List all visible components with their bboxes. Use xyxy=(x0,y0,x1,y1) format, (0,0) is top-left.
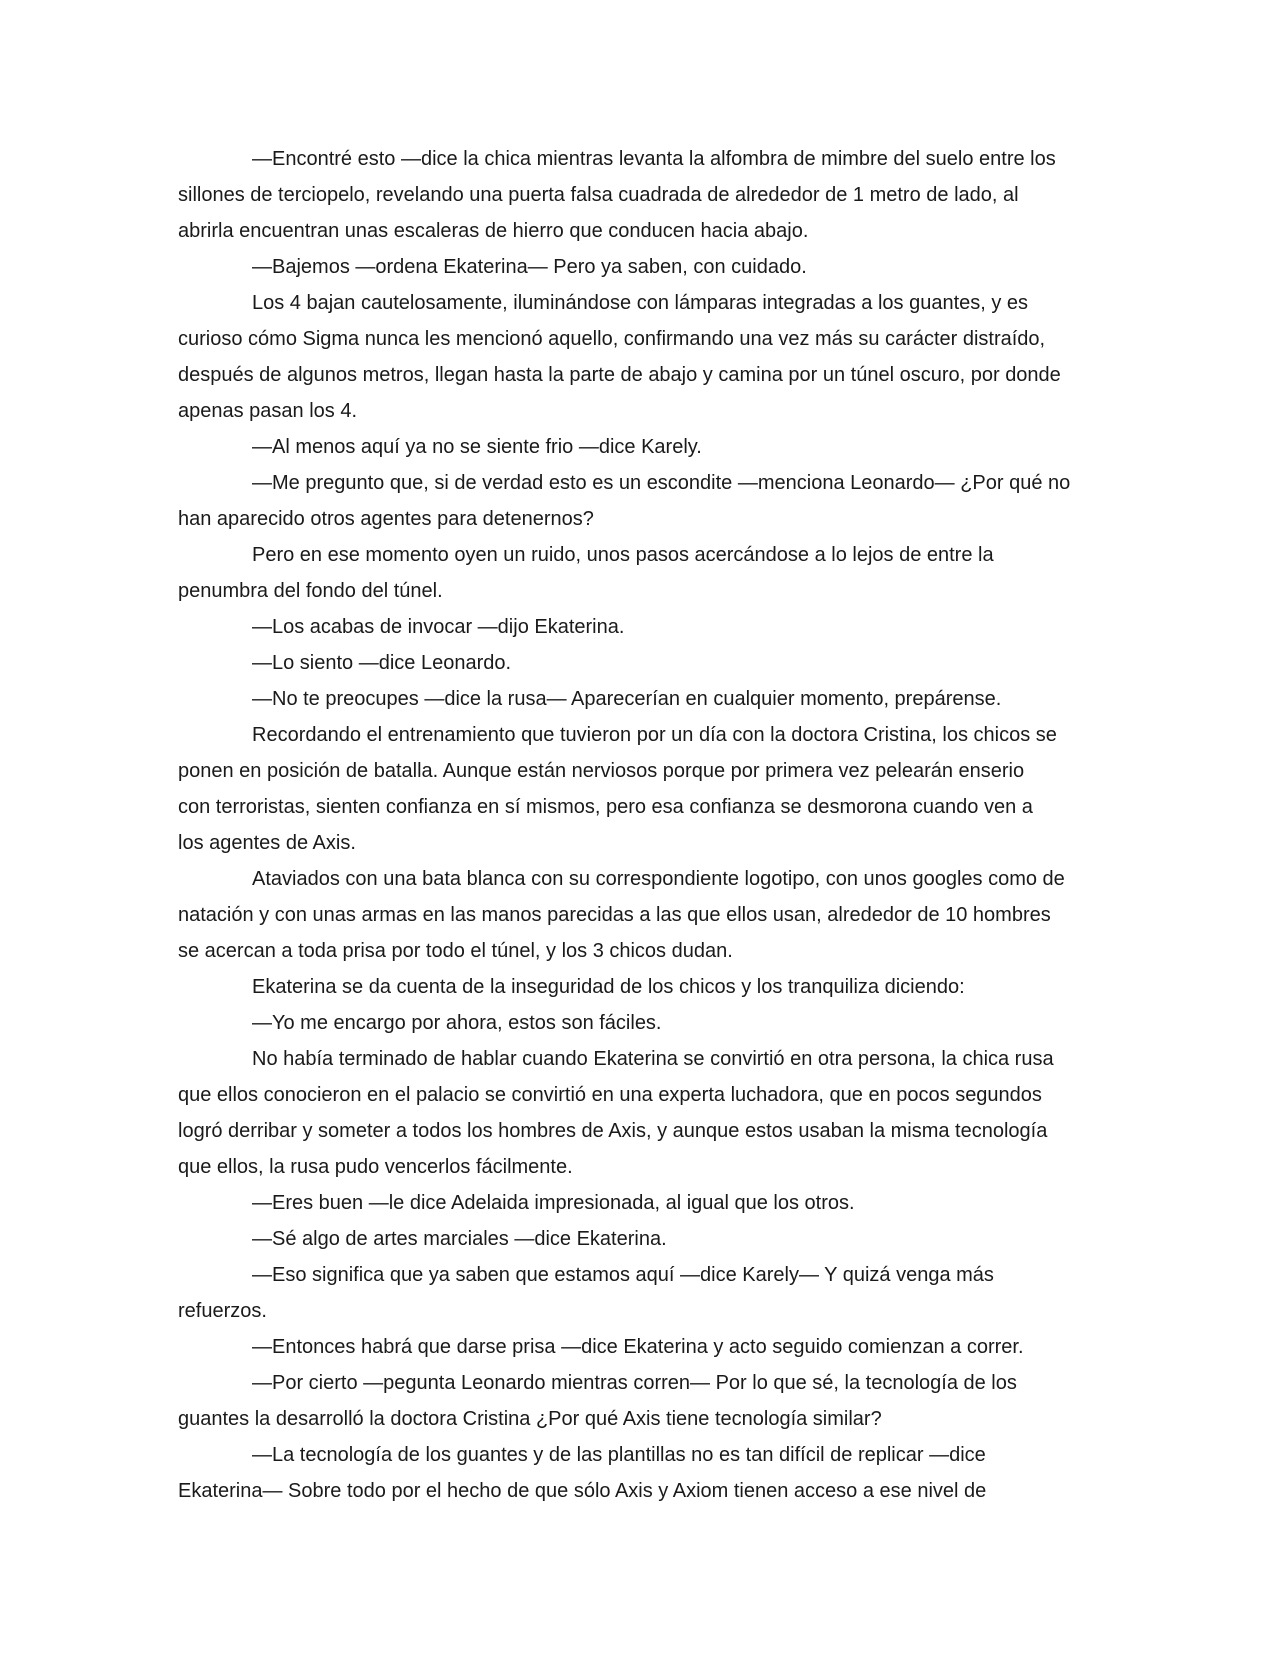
text-line: que ellos conocieron en el palacio se convirtió en una experta luchadora, que en pocos segundos xyxy=(178,1084,1042,1106)
text-line: —Sé algo de artes marciales —dice Ekaterina. xyxy=(252,1228,667,1250)
paragraph xyxy=(178,141,1108,249)
text-line: después de algunos metros, llegan hasta la parte de abajo y camina por un túnel oscuro, por donde xyxy=(178,364,1061,386)
text-line: —Eso significa que ya saben que estamos aquí —dice Karely— Y quizá venga más xyxy=(252,1264,994,1286)
text-line: ponen en posición de batalla. Aunque están nerviosos porque por primera vez pelearán enserio xyxy=(178,760,1025,782)
text-line: logró derribar y someter a todos los hombres de Axis, y aunque estos usaban la misma tecnología xyxy=(178,1120,1048,1142)
paragraph xyxy=(178,1221,1108,1257)
paragraph xyxy=(178,1437,1108,1509)
paragraph xyxy=(178,1257,1108,1329)
paragraph xyxy=(178,249,1108,285)
text-line: —Bajemos —ordena Ekaterina— Pero ya saben, con cuidado. xyxy=(252,256,807,278)
paragraph xyxy=(178,861,1108,969)
text-line: con terroristas, sienten confianza en sí mismos, pero esa confianza se desmorona cuando ven a xyxy=(178,796,1033,818)
text-line: —Entonces habrá que darse prisa —dice Ekaterina y acto seguido comienzan a correr. xyxy=(252,1336,1024,1358)
text-line: que ellos, la rusa pudo vencerlos fácilmente. xyxy=(178,1156,573,1178)
paragraph xyxy=(178,1329,1108,1365)
paragraph xyxy=(178,285,1108,429)
text-line: —Eres buen —le dice Adelaida impresionada, al igual que los otros. xyxy=(252,1192,855,1214)
text-line: los agentes de Axis. xyxy=(178,832,356,854)
text-line: Los 4 bajan cautelosamente, iluminándose con lámparas integradas a los guantes, y es xyxy=(252,292,1029,314)
text-line: sillones de terciopelo, revelando una puerta falsa cuadrada de alrededor de 1 metro de lado, al xyxy=(178,184,1019,206)
text-line: penumbra del fondo del túnel. xyxy=(178,580,443,602)
paragraph xyxy=(178,645,1108,681)
paragraph xyxy=(178,681,1108,717)
text-line: —Los acabas de invocar —dijo Ekaterina. xyxy=(252,616,625,638)
body-text xyxy=(178,141,1108,1509)
text-line: abrirla encuentran unas escaleras de hierro que conducen hacia abajo. xyxy=(178,220,809,242)
text-line: —Me pregunto que, si de verdad esto es un escondite —menciona Leonardo— ¿Por qué no xyxy=(252,472,1071,494)
paragraph xyxy=(178,429,1108,465)
text-line: Ekaterina— Sobre todo por el hecho de que sólo Axis y Axiom tienen acceso a ese nivel de xyxy=(178,1480,987,1502)
paragraph xyxy=(178,1041,1108,1185)
paragraph xyxy=(178,537,1108,609)
text-line: —Encontré esto —dice la chica mientras levanta la alfombra de mimbre del suelo entre los xyxy=(252,148,1056,170)
text-line: han aparecido otros agentes para detenernos? xyxy=(178,508,594,530)
text-line: se acercan a toda prisa por todo el túnel, y los 3 chicos dudan. xyxy=(178,940,733,962)
text-line: curioso cómo Sigma nunca les mencionó aquello, confirmando una vez más su carácter distraído, xyxy=(178,328,1046,350)
text-line: Pero en ese momento oyen un ruido, unos pasos acercándose a lo lejos de entre la xyxy=(252,544,994,566)
text-line: —Lo siento —dice Leonardo. xyxy=(252,652,512,674)
text-line: —Al menos aquí ya no se siente frio —dice Karely. xyxy=(252,436,702,458)
text-line: —No te preocupes —dice la rusa— Aparecerían en cualquier momento, prepárense. xyxy=(252,688,1002,710)
text-line: Recordando el entrenamiento que tuvieron por un día con la doctora Cristina, los chicos se xyxy=(252,724,1057,746)
text-line: No había terminado de hablar cuando Ekaterina se convirtió en otra persona, la chica rusa xyxy=(252,1048,1054,1070)
text-line: Ekaterina se da cuenta de la inseguridad de los chicos y los tranquiliza diciendo: xyxy=(252,976,965,998)
text-line: —Yo me encargo por ahora, estos son fáciles. xyxy=(252,1012,662,1034)
text-line: —Por cierto —pegunta Leonardo mientras corren— Por lo que sé, la tecnología de los xyxy=(252,1372,1017,1394)
paragraph xyxy=(178,609,1108,645)
text-line: natación y con unas armas en las manos parecidas a las que ellos usan, alrededor de 10 hombres xyxy=(178,904,1051,926)
paragraph xyxy=(178,1185,1108,1221)
text-line: —La tecnología de los guantes y de las plantillas no es tan difícil de replicar —dice xyxy=(252,1444,986,1466)
text-line: apenas pasan los 4. xyxy=(178,400,358,422)
paragraph xyxy=(178,1005,1108,1041)
paragraph xyxy=(178,1365,1108,1437)
paragraph xyxy=(178,465,1108,537)
text-line: refuerzos. xyxy=(178,1300,267,1322)
paragraph xyxy=(178,969,1108,1005)
text-line: Ataviados con una bata blanca con su correspondiente logotipo, con unos googles como de xyxy=(252,868,1065,890)
text-line: guantes la desarrolló la doctora Cristina ¿Por qué Axis tiene tecnología similar? xyxy=(178,1408,882,1430)
paragraph xyxy=(178,717,1108,861)
